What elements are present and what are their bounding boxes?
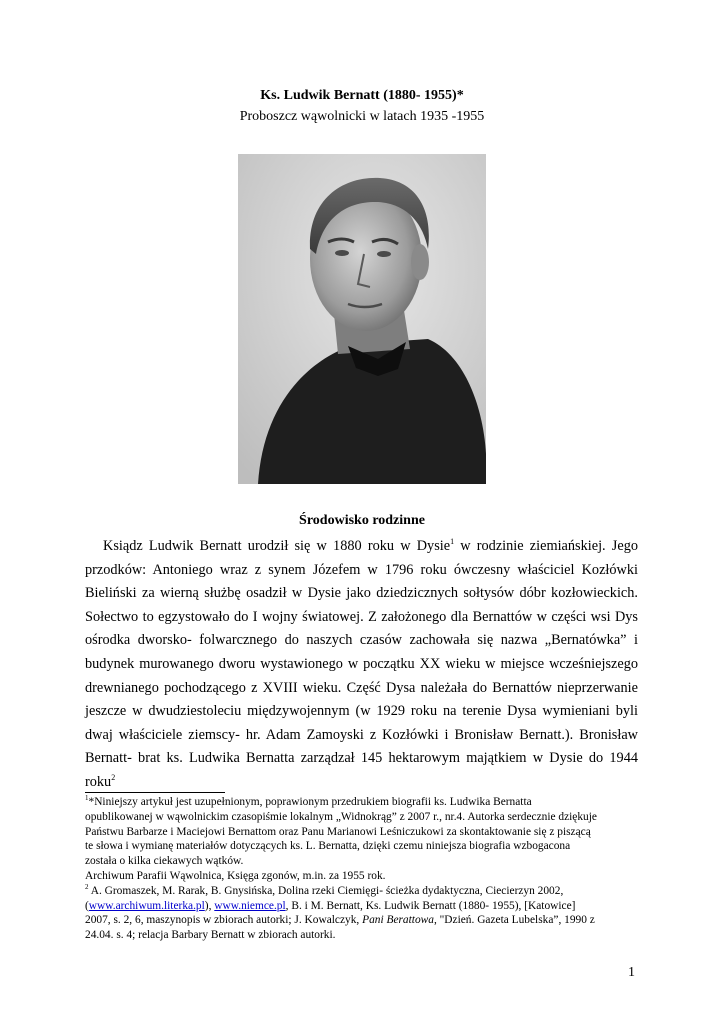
section-heading: Środowisko rodzinne <box>299 513 425 528</box>
footnote-line <box>85 795 640 810</box>
footnote-text: , B. i M. Bernatt, Ks. Ludwik Bernatt (1880- 1955), [Katowice] <box>285 899 576 912</box>
footnote-line: opublikowanej w wąwolnickim czasopiśmie lokalnym „Widnokrąg” z 2007 r., nr.4. Autorka serdecznie dziękuje <box>85 810 597 823</box>
footnotes <box>85 795 640 943</box>
footnote-ref-1[interactable]: 1 <box>450 537 455 547</box>
section-body <box>85 535 638 795</box>
paragraph-text: w rodzinie ziemiańskiej. Jego przodków: Antoniego wraz z synem Józefem w 1796 roku ówczesny właściciel Kozłówki Bieliński za wierną służbę osadził w Dysie jako dziedzicznych sołtysów dóbr kozłowieckich. Sołectwo to egzystowało do I wojny światowej. Z założonego dla Bernattów w części wsi Dys ośrodka dworsko- folwarcznego do naszych czasów zachowała się nazwa „Bernatówka” i budynek murowanego dworu wystawionego w początku XX wieku w miejsce wcześniejszego drewnianego pochodzącego z XVIII wieku. Część Dysa należała do Bernattów nieprzerwanie jeszcze w dwudziestoleciu międzywojennym (w 1929 roku na terenie Dysa wymieniani byli dwaj właściciele ziemscy- hr. Adam Zamoyski z Kozłówki i Bronisław Bernatt.). Bronisław Bernatt- brat ks. Ludwika Bernatta zarządzał 145 hektarowym majątkiem w Dysie do 1944 roku <box>85 538 639 790</box>
footnote-1 <box>85 795 640 884</box>
footnote-2 <box>85 884 640 943</box>
body-paragraph <box>85 535 638 795</box>
document-subtitle: Proboszcz wąwolnicki w latach 1935 -1955 <box>239 109 485 124</box>
footnote-line <box>85 913 640 928</box>
footnote-ref-2[interactable]: 2 <box>111 773 116 783</box>
paren-open: ( <box>85 899 89 912</box>
link-separator: ), <box>204 899 215 912</box>
footnote-line <box>85 884 640 899</box>
footnote-line: te słowa i wymianę materiałów dotyczących ks. L. Bernatta, dzięki czemu niniejsza biografia wzbogacona <box>85 840 571 853</box>
link-niemce[interactable]: www.niemce.pl <box>214 899 286 912</box>
footnote-1-marker: 1 <box>85 794 89 803</box>
page-number: 1 <box>628 965 635 980</box>
footnote-text: , "Dzień. Gazeta Lubelska”, 1990 z <box>433 914 595 927</box>
portrait-photo <box>238 154 486 484</box>
footnote-text: *Niniejszy artykuł jest uzupełnionym, poprawionym przedrukiem biografii ks. Ludwika Bernatta <box>88 796 532 808</box>
footnote-line <box>85 899 640 914</box>
footnote-line: Państwu Barbarze i Maciejowi Bernattom oraz Panu Marianowi Leśniczukowi za skontaktowanie się z piszącą <box>85 825 591 838</box>
footnote-line: została o kilka ciekawych wątków. <box>85 855 244 868</box>
link-archiwum-literka[interactable]: www.archiwum.literka.pl <box>88 899 205 912</box>
footnote-text: 2007, s. 2, 6, maszynopis w zbiorach autorki; J. Kowalczyk, <box>85 914 363 927</box>
document-title: Ks. Ludwik Bernatt (1880- 1955)* <box>260 88 464 103</box>
footnote-line: Archiwum Parafii Wąwolnica, Księga zgonów, m.in. za 1955 rok. <box>85 869 386 882</box>
footnote-separator <box>85 792 225 793</box>
footnote-text: A. Gromaszek, M. Rarak, B. Gnysińska, Dolina rzeki Ciemięgi- ścieżka dydaktyczna, Ciecierzyn 2002, <box>88 884 564 897</box>
footnote-2-marker: 2 <box>85 882 89 891</box>
paragraph-opening: Ksiądz Ludwik Bernatt urodził się w 1880 roku w Dysie <box>103 538 451 554</box>
footnote-line: 24.04. s. 4; relacja Barbary Bernatt w zbiorach autorki. <box>85 929 336 942</box>
italic-title: Pani Berattowa <box>362 914 434 927</box>
